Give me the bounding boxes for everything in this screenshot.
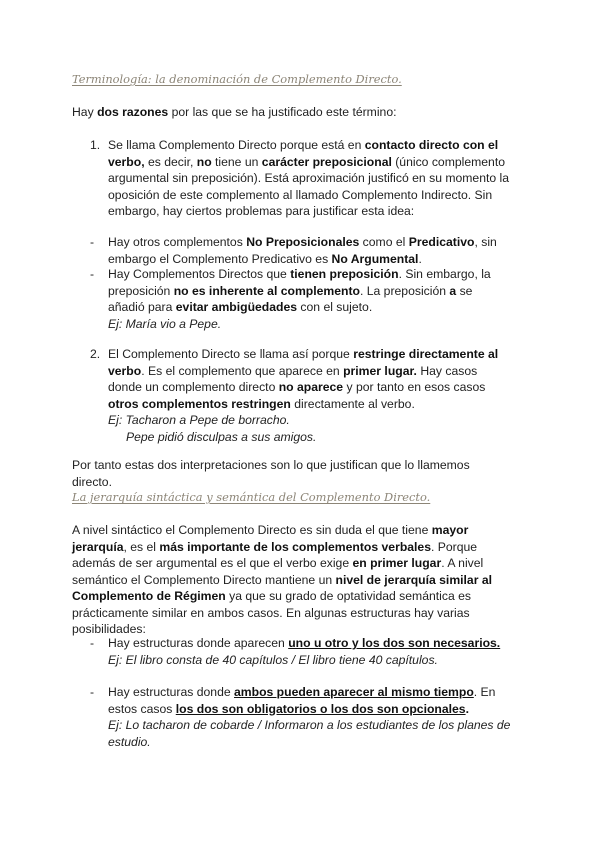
bullet-uno-u-otro: Hay estructuras donde aparecen uno u otro y los dos son necesarios. Ej: El libro consta de 40 capítulos / El libro tiene 40 capítulos. — [108, 636, 501, 667]
list-number-2: 2. — [90, 347, 101, 361]
example-text: Ej: El libro consta de 40 capítulos / El libro tiene 40 capítulos. — [108, 652, 438, 667]
bullet-dash: - — [90, 685, 95, 699]
example-text: Ej: Tacharon a Pepe de borracho. — [108, 413, 290, 427]
section-heading-jerarquia: La jerarquía sintáctica y semántica del Complemento Directo. — [72, 490, 431, 504]
example-text: Ej: Lo tacharon de cobarde / Informaron a los estudiantes de los planes de estudio. — [108, 718, 511, 749]
bullet-tienen-preposicion: Hay Complementos Directos que tienen preposición. Sin embargo, la preposición no es inherente al complemento. La preposición a se añadió para evitar ambigüedades con el sujeto. Ej: María vio a Pepe. — [108, 267, 491, 331]
jerarquia-paragraph: A nivel sintáctico el Complemento Directo es sin duda el que tiene mayor jerarquía, es el más importante de los complementos verbales. Porque además de ser argumental es el que el verbo exige en primer lugar. A nivel semántico el Complemento Directo mantiene un nivel de jerarquía similar al Complemento de Régimen ya que su grado de optatividad semántica es prácticamente similar en ambos casos. En algunas estructuras hay varias posibilidades: — [72, 523, 492, 636]
intro-paragraph: Hay dos razones por las que se ha justificado este término: — [72, 105, 397, 119]
reason-2-paragraph: El Complemento Directo se llama así porque restringe directamente al verbo. Es el complemento que aparece en primer lugar. Hay casos donde un complemento directo no aparece y por tanto en esos casos otros complementos restringen directamente al verbo. Ej: Tacharon a Pepe de borracho. Pepe pidió disculpas a sus amigos. — [108, 347, 499, 444]
bullet-dash: - — [90, 267, 95, 281]
reason-1-paragraph: Se llama Complemento Directo porque está en contacto directo con el verbo, es decir, no tiene un carácter preposicional (único complemento argumental sin preposición). Está aproximación justificó en su momento la oposición de este complemento al llamado Complemento Indirecto. Sin embargo, hay ciertos problemas para justificar esta idea: — [108, 138, 510, 218]
bullet-dash: - — [90, 636, 95, 650]
conclusion-paragraph: Por tanto estas dos interpretaciones son lo que justifican que lo llamemos directo. — [72, 458, 470, 489]
section-heading-terminology: Terminología: la denominación de Complemento Directo. — [72, 72, 402, 86]
bullet-dash: - — [90, 235, 95, 249]
example-text: Pepe pidió disculpas a sus amigos. — [126, 429, 317, 444]
bullet-ambos-pueden: Hay estructuras donde ambos pueden aparecer al mismo tiempo. En estos casos los dos son obligatorios o los dos son opcionales. Ej: Lo tacharon de cobarde / Informaron a los estudiantes de los planes de estudio. — [108, 685, 511, 749]
list-number-1: 1. — [90, 138, 101, 152]
example-text: Ej: María vio a Pepe. — [108, 316, 222, 331]
bullet-no-preposicionales: Hay otros complementos No Preposicionales como el Predicativo, sin embargo el Complemento Predicativo es No Argumental. — [108, 235, 497, 266]
